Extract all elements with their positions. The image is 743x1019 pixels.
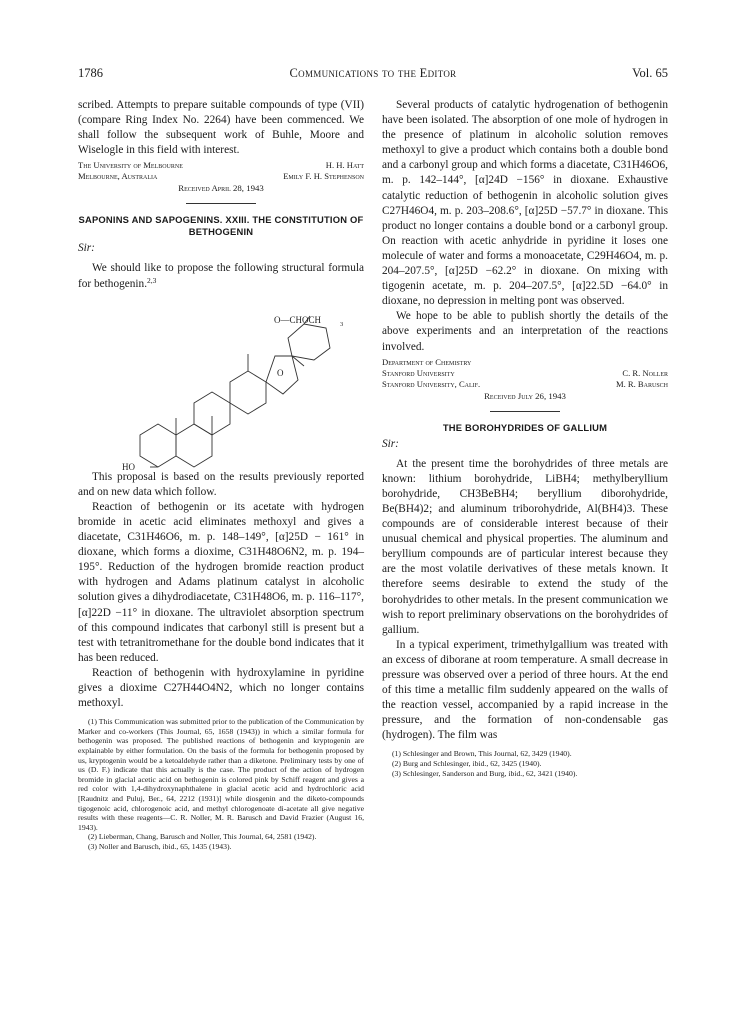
bethogenin-structure-diagram — [78, 294, 364, 470]
paragraph: Reaction of bethogenin or its acetate with hydrogen bromide in acetic acid eliminates methoxyl and gives a diacetate, C31H46O6, m. p. 148–149°, [α]25D − 161° in dioxane, which forms a dioxime, C31H48O6N2, m. p. 194–195°. Reduction of the hydrogen bromide reaction product with hydrogen and Adams platinum catalyst in alcoholic solution gives a dihydrodiacetate, C31H48O6, m. p. 116–117°, [α]22D −11° in dioxane. The ultraviolet absorption spectrum of this compound indicates that carbonyl still is present but a test with tetranitromethane for the double bond indicates that it has been reduced. — [78, 500, 364, 664]
paragraph: We should like to propose the following structural formula for bethogenin.$^{2,3}$ — [78, 262, 364, 290]
footnotes-left — [78, 717, 364, 851]
paragraph: Several products of catalytic hydrogenation of bethogenin have been isolated. The absorption of one mole of hydrogen in the presence of platinum in alcoholic solution removes methoxyl to give a product which contains both a double bond and a carbonyl group and which forms a diacetate, C31H46O6, m. p. 142–144°, [α]24D −156° in dioxane. Exhaustive catalytic reduction of bethogenin in alcoholic solution gives C27H46O4, m. p. 203–208.6°, [α]25D −57.7° in dioxane. This product no longer contains a double bond or a carbonyl group. On reaction with acetic anhydride in pyridine it loses one molecule of water and forms a monoacetate, C29H46O4, m. p. 204–207.5°, [α]25D −62.2° in dioxane. On mixing with tigogenin acetate, m. p. 204–207.5°, [α]22.5D −64.0° in dioxane, no depression in melting pont was observed. — [382, 99, 668, 308]
section-divider — [186, 203, 256, 204]
received-date: Received April 28, 1943 — [178, 183, 264, 194]
ring-oxygen-label: O — [277, 367, 284, 378]
received-date: Received July 26, 1943 — [484, 390, 566, 401]
signature-location: Stanford University, Calif. — [382, 378, 481, 389]
paragraph: Reaction of bethogenin with hydroxylamine in pyridine gives a dioxime C27H44O4N2, which no longer contains methoxyl. — [78, 666, 364, 710]
signature-author: M. R. Barusch — [615, 378, 668, 389]
signature-department: Department of Chemistry — [382, 356, 472, 367]
left-column — [78, 98, 364, 851]
signature-author: C. R. Noller — [622, 367, 668, 378]
structural-formula — [78, 294, 364, 470]
article-title: THE BOROHYDRIDES OF GALLIUM — [442, 421, 608, 433]
side-chain-label: O—CHOCH — [274, 314, 322, 325]
side-chain-subscript: 3 — [340, 320, 344, 328]
paragraph: At the present time the borohydrides of three metals are known: lithium borohydride, LiBH4; methylberyllium borohydride, CH3BeBH4; beryllium diborohydride, Be(BH4)2; and aluminum triborohydride, Al(BH4)3. These compounds are of considerable interest because of their unusual chemical and physical properties. The aluminum and beryllium compounds are of particular interest because they are the most volatile derivatives of these metals known. It therefore seems desirable to extend the study of the borohydrides to other metals. In the present communication we wish to report preliminary observations on the borohydrides of gallium. — [382, 457, 668, 636]
paragraph: This proposal is based on the results previously reported and on new data which follow. — [78, 470, 364, 498]
paragraph: We hope to be able to publish shortly the details of the above experiments and an interpretation of the reactions involved. — [382, 310, 668, 353]
salutation: Sir: — [78, 242, 95, 255]
footnote: (2) Lieberman, Chang, Barusch and Noller, This Journal, 64, 2581 (1942). — [88, 832, 317, 842]
ho-group-label: HO — [122, 461, 135, 470]
footnotes-right — [382, 749, 668, 778]
page-number: 1786 — [78, 66, 103, 80]
footnote: (3) Schlesinger, Sanderson and Burg, ibid., 62, 3421 (1940). — [392, 768, 578, 778]
signature-location: Melbourne, Australia — [78, 171, 158, 182]
running-title: Communications to the Editor — [289, 66, 457, 80]
signature-institution: Stanford University — [382, 367, 455, 378]
right-column — [382, 98, 668, 778]
footnote: (2) Burg and Schlesinger, ibid., 62, 3425 (1940). — [392, 759, 542, 769]
paragraph: In a typical experiment, trimethylgallium was treated with an excess of diborane at room temperature. A small decrease in pressure was observed over a period of three hours. At the end of this time a metallic film suddenly appeared on the walls of the reaction vessel, accompanied by a rapid increase in the pressure, and the formation of non-condensable gas (hydrogen). The film was — [382, 638, 668, 742]
signature-block-2 — [382, 357, 668, 402]
volume-label: Vol. 65 — [632, 66, 668, 80]
footnote: (1) Schlesinger and Brown, This Journal, 62, 3429 (1940). — [392, 749, 572, 759]
signature-institution: The University of Melbourne — [78, 160, 183, 171]
intro-text: scribed. Attempts to prepare suitable compounds of type (VII) (compare Ring Index No. 2264) have been commenced. We shall follow the subsequent work of Buhle, Moore and Wiselogle in this field with interest. — [78, 99, 364, 157]
article-title: SAPONINS AND SAPOGENINS. XXIII. THE CONSTITUTION OF BETHOGENIN — [78, 214, 364, 238]
footnote: (1) This Communication was submitted prior to the publication of the Communication by Marker and co-workers (This Journal, 65, 1658 (1943)) in which a similar formula for bethogenin was proposed. The published reactions of bethogenin and kryptogenin are explainable by either formulation. On the basis of the formula for bethogenin proposed by us, kryptogenin would be a ketoaldehyde rather than a diketone. Preliminary tests by one of us (D. F.) indicate that this actually is the case. The product of the action of hydrogen bromide in glacial acetic acid on bethogenin is colored pink by Schiff reagent and gives a red color with 1,4-dihydroxynaphthalene in glacial acetic acid and hydrochloric acid [Raudnitz and Puluj, Ber., 64, 2212 (1931)] while diosgenin and the diketo-compounds tigogenoic acid, chlorogenoic acid, and methyl chlorogenoate di-acetate all give negative results with these reagents—C. R. Noller, M. R. Barusch and David Frazier (August 16, 1943). — [78, 717, 364, 832]
signature-author: H. H. Hatt — [325, 160, 364, 171]
signature-block-1 — [78, 160, 364, 194]
page-header — [78, 66, 668, 84]
salutation: Sir: — [382, 437, 399, 450]
footnote: (3) Noller and Barusch, ibid., 65, 1435 (1943). — [88, 841, 232, 851]
signature-author: Emily F. H. Stephenson — [283, 171, 364, 182]
section-divider — [490, 411, 560, 412]
